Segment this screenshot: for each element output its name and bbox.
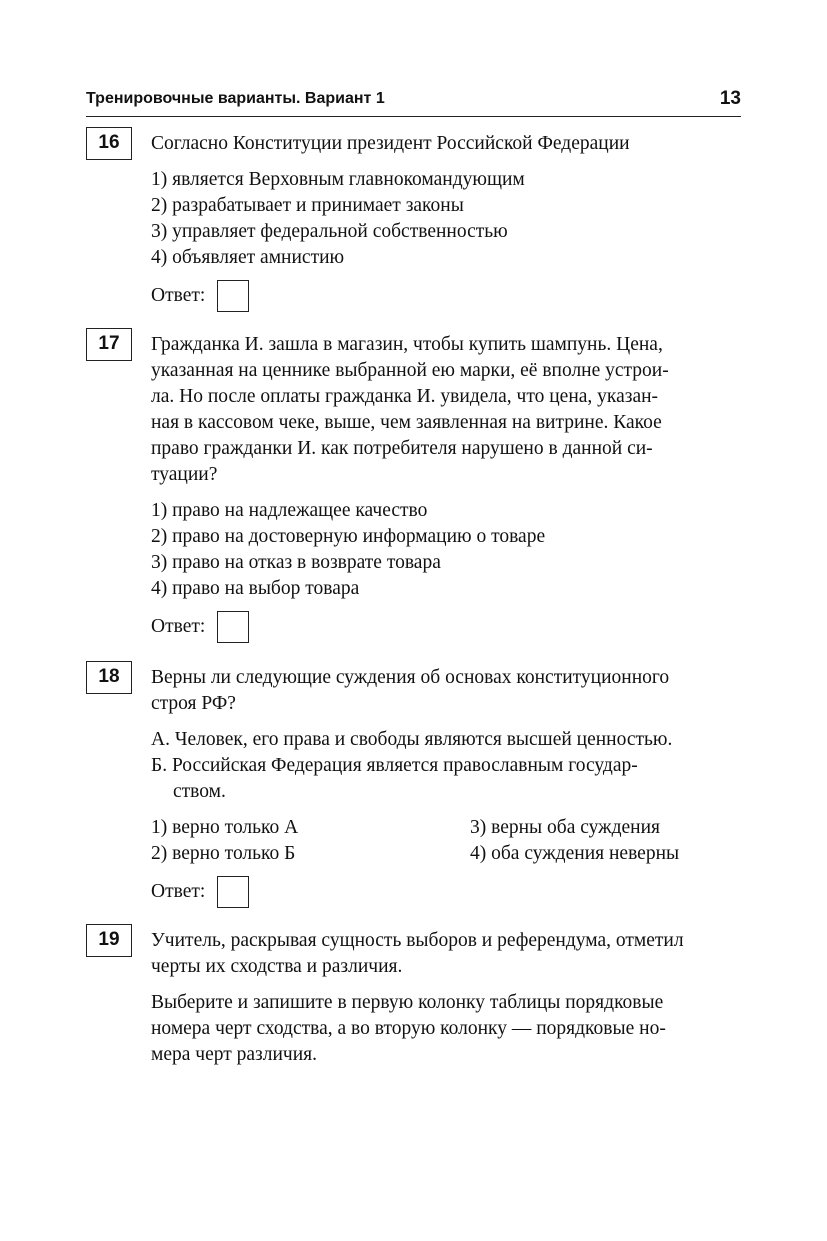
- option: 3) управляет федеральной собственностью: [151, 221, 508, 242]
- answer-box[interactable]: [217, 280, 249, 312]
- instruction-line: Выберите и запишите в первую колонку таблицы порядковые: [151, 992, 664, 1013]
- answer-label: Ответ:: [151, 881, 206, 902]
- options-list: [151, 498, 741, 602]
- question-body: [151, 928, 741, 1068]
- options-grid: [151, 815, 741, 867]
- options-list: [151, 167, 741, 271]
- question-number: 16: [86, 127, 132, 160]
- option: 3) верны оба суждения: [470, 817, 661, 838]
- instruction: [151, 990, 741, 1068]
- option: 4) объявляет амнистию: [151, 247, 345, 268]
- question-body: [151, 665, 741, 909]
- statement-b: Б. Российская Федерация является православным государ-: [151, 755, 638, 776]
- question-stem: [151, 665, 741, 717]
- statements: [151, 727, 741, 805]
- answer-box[interactable]: [217, 876, 249, 908]
- stem-line: туации?: [151, 464, 218, 485]
- page-number: 13: [719, 88, 741, 109]
- stem-line: право гражданки И. как потребителя нарушено в данной си-: [151, 438, 653, 459]
- option: 3) право на отказ в возврате товара: [151, 552, 441, 573]
- option: 2) верно только Б: [151, 843, 296, 864]
- header-title: Тренировочные варианты. Вариант 1: [86, 90, 385, 107]
- option: 1) верно только А: [151, 817, 299, 838]
- answer-box[interactable]: [217, 611, 249, 643]
- option: 1) является Верховным главнокомандующим: [151, 169, 525, 190]
- answer-row: [151, 875, 741, 909]
- stem-line: черты их сходства и различия.: [151, 956, 403, 977]
- statement-b-continued: ством.: [173, 781, 226, 802]
- answer-row: [151, 279, 741, 313]
- question-stem: [151, 928, 741, 980]
- instruction-line: номера черт сходства, а во вторую колонку — порядковые но-: [151, 1018, 666, 1039]
- stem-line: Верны ли следующие суждения об основах конституционного: [151, 667, 670, 688]
- option: 2) право на достоверную информацию о товаре: [151, 526, 546, 547]
- question-number: 19: [86, 924, 132, 957]
- question-stem: [151, 332, 741, 488]
- option: 4) оба суждения неверны: [470, 843, 680, 864]
- statement-a: А. Человек, его права и свободы являются высшей ценностью.: [151, 729, 673, 750]
- question-stem: Согласно Конституции президент Российской Федерации: [151, 133, 630, 154]
- question-body: [151, 332, 741, 644]
- page-header: [86, 86, 741, 117]
- question-body: [151, 131, 741, 313]
- instruction-line: мера черт различия.: [151, 1044, 317, 1065]
- option: 2) разрабатывает и принимает законы: [151, 195, 464, 216]
- stem-line: строя РФ?: [151, 693, 236, 714]
- stem-line: ная в кассовом чеке, выше, чем заявленная на витрине. Какое: [151, 412, 662, 433]
- option: 1) право на надлежащее качество: [151, 500, 428, 521]
- answer-row: [151, 610, 741, 644]
- option: 4) право на выбор товара: [151, 578, 360, 599]
- answer-label: Ответ:: [151, 616, 206, 637]
- question-number: 18: [86, 661, 132, 694]
- stem-line: указанная на ценнике выбранной ею марки, её вполне устрои-: [151, 360, 669, 381]
- stem-line: Учитель, раскрывая сущность выборов и референдума, отметил: [151, 930, 684, 951]
- question-number: 17: [86, 328, 132, 361]
- stem-line: ла. Но после оплаты гражданка И. увидела, что цена, указан-: [151, 386, 659, 407]
- answer-label: Ответ:: [151, 285, 206, 306]
- stem-line: Гражданка И. зашла в магазин, чтобы купить шампунь. Цена,: [151, 334, 663, 355]
